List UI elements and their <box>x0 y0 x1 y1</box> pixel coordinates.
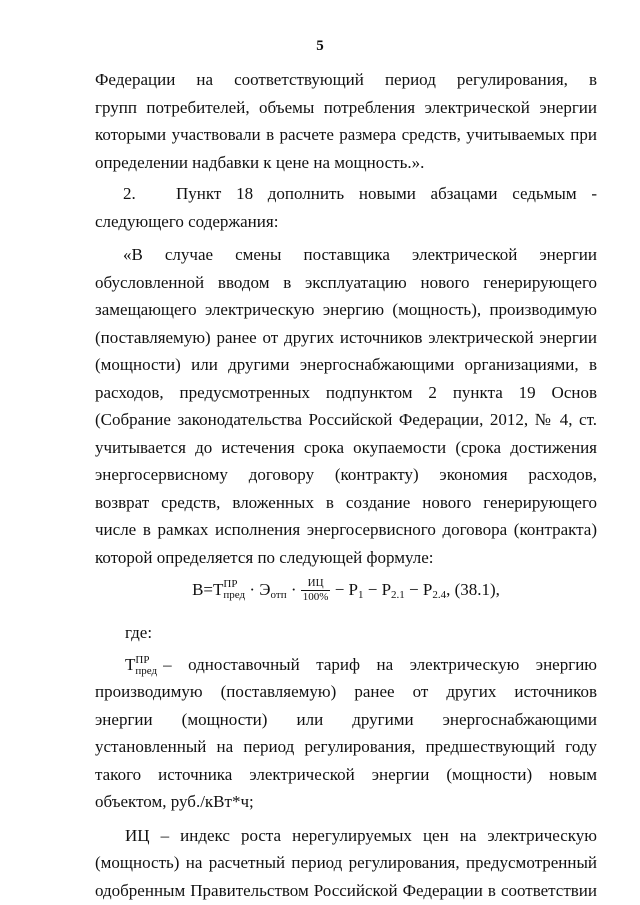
formula <box>95 575 597 617</box>
numbered-paragraph <box>95 180 597 235</box>
text-line: производимую (поставляемую) ранее от других источников <box>95 682 597 701</box>
formula-minus-p1: − Р <box>334 580 358 600</box>
text-line: обусловленной вводом в эксплуатацию нового генерирующего <box>95 272 597 292</box>
text-line: (поставляемую) ранее от других источников электрической энергии <box>95 327 597 347</box>
where-label: где: <box>125 623 153 642</box>
page-number: 5 <box>316 38 324 54</box>
text-line: определении надбавки к цене на мощность.». <box>95 152 425 172</box>
text-line: учитывается до истечения срока окупаемости (срока достижения <box>95 437 597 457</box>
formula-p1-sub: 1 <box>357 589 364 601</box>
formula-t-sub: пред <box>223 589 246 602</box>
text-line: (Собрание законодательства Российской Федерации, 2012, № 4, ст. <box>95 410 597 429</box>
definition-paragraph <box>95 651 597 816</box>
formula-lhs: В=Т <box>192 580 224 600</box>
formula-dot: · <box>290 580 297 600</box>
formula-p24-sub: 2.4 <box>432 589 447 601</box>
text-line: объектом, руб./кВт*ч; <box>95 792 254 811</box>
text-line <box>95 180 597 208</box>
symbol-t-sub: пред <box>135 664 158 677</box>
formula-e-sub: отп <box>270 589 287 601</box>
formula-t-indices <box>223 579 245 601</box>
text-line: расходов, предусмотренных подпунктом 2 пункта 19 Основ <box>95 382 597 402</box>
quoted-paragraph <box>95 241 597 571</box>
symbol-t-sup: ПР <box>135 653 150 666</box>
text-line: энергосервисному договору (контракту) экономия расходов, <box>95 465 597 484</box>
text-line: которыми участвовали в расчете размера средств, учитываемых при <box>95 125 597 144</box>
formula-p21-sub: 2.1 <box>391 589 405 601</box>
text-line: Федерации на соответствующий период регулирования, в <box>95 70 597 89</box>
text-line: возврат средств, вложенных в создание нового генерирующего <box>95 492 597 512</box>
text-line: такого источника электрической энергии (мощности) новым <box>95 764 597 784</box>
text-line: ИЦ – индекс роста нерегулируемых цен на электрическую <box>125 825 597 845</box>
text-line: «В случае смены поставщика электрической энергии <box>123 245 597 264</box>
symbol-t-indices <box>135 655 157 677</box>
formula-minus-p24: − Р <box>409 580 433 600</box>
formula-e: Э <box>259 580 271 600</box>
formula-tail: , (38.1), <box>446 580 500 600</box>
text-line-content: Пункт 18 дополнить новыми абзацами седьмым - <box>176 184 597 203</box>
fraction-denominator: 100% <box>302 590 329 603</box>
text-line: (мощность) на расчетный период регулирования, предусмотренный <box>95 853 597 872</box>
document-body <box>95 66 597 904</box>
symbol-t: Т <box>125 654 136 674</box>
text-line: которой определяется по следующей формуле: <box>95 547 434 567</box>
text-line: (мощности) или другими энергоснабжающими организациями, в <box>95 355 597 374</box>
text-line: энергии (мощности) или другими энергоснабжающими <box>95 709 597 729</box>
text-line: установленный на период регулирования, предшествующий году <box>95 737 597 756</box>
text-line-content: – одноставочный тариф на электрическую энергию <box>163 654 597 674</box>
formula-t-sup: ПР <box>223 578 238 591</box>
formula-fraction <box>301 577 331 604</box>
text-line: замещающего электрическую энергию (мощность), производимую <box>95 300 597 319</box>
paragraph-continuation <box>95 66 597 176</box>
text-line <box>95 651 597 679</box>
formula-minus-p21: − Р <box>367 580 392 600</box>
formula-dot: · <box>249 580 256 600</box>
text-line: следующего содержания: <box>95 211 279 231</box>
definition-paragraph <box>95 822 597 905</box>
text-line: числе в рамках исполнения энергосервисного договора (контракта) <box>95 520 597 539</box>
fraction-numerator: ИЦ <box>301 577 331 591</box>
text-line: одобренным Правительством Российской Федерации в соответствии <box>95 880 597 900</box>
definition-symbol <box>125 651 157 679</box>
text-line: групп потребителей, объемы потребления электрической энергии <box>95 97 597 117</box>
item-number: 2. <box>123 184 136 203</box>
